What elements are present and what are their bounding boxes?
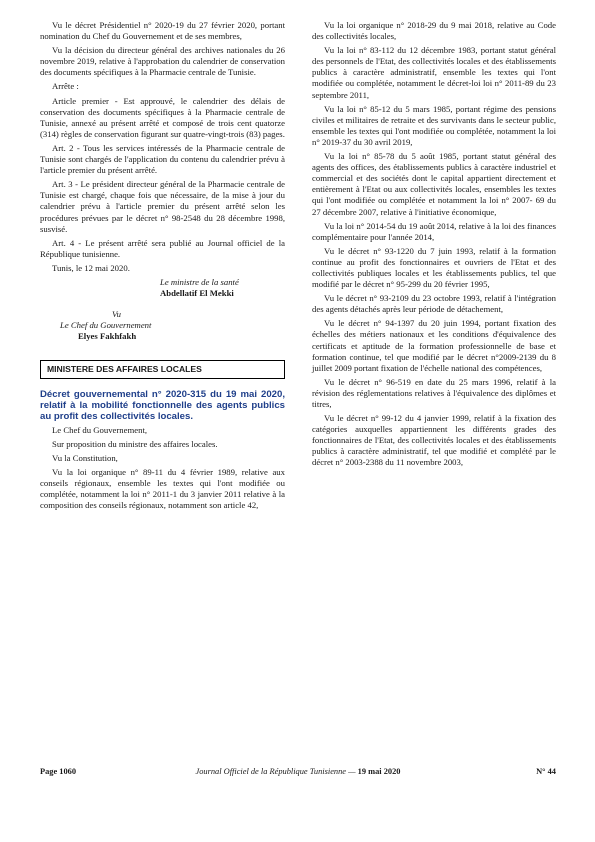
chef-role: Le Chef du Gouvernement	[60, 320, 152, 331]
decree-title: Décret gouvernemental n° 2020-315 du 19 mai 2020, relatif à la mobilité fonctionnelle des agents publics au profit des collectivités locales.	[40, 388, 285, 422]
article-2: Art. 2 - Tous les services intéressés de la Pharmacie centrale de Tunisie sont chargés de l'application du contenu du calendrier prévu à l'article premier du présent arrêté.	[40, 142, 285, 176]
paragraph-loi-83-112: Vu la loi n° 83-112 du 12 décembre 1983, portant statut général des personnels de l'Etat, des collectivités locales et des établissements publics à caractère administratif, ensemble les textes qui l'ont modifiée ou complétée, notamment le décret-loi loi n° 2011-89 du 23 septembre 2011,	[312, 45, 556, 100]
vu-label: Vu	[112, 309, 122, 320]
paragraph-loi-2014-54: Vu la loi n° 2014-54 du 19 août 2014, relative à la loi des finances complémentaire pour l'année 2014,	[312, 220, 556, 242]
paragraph-decret-presidentiel: Vu le décret Présidentiel n° 2020-19 du 27 février 2020, portant nomination du Chef du Gouvernement et de ses membres,	[40, 20, 285, 42]
paragraph-decret-93-1220: Vu le décret n° 93-1220 du 7 juin 1993, relatif à la formation continue au profit des fonctionnaires et ouvriers de l'Etat et des collectivités publiques locales et les établissements publics, tel que modifié par le décret n° 95-299 du 20 février 1995,	[312, 245, 556, 290]
paragraph-decret-94-1397: Vu le décret n° 94-1397 du 20 juin 1994, portant fixation des échelles des métiers nationaux et les conditions d'équivalence des certificats et aptitude de la formation professionnelle de base et formation continue, tel que modifié par le décret n°2009-2139 du 8 juillet 2009 portant fixation de l'échelle national des compétences,	[312, 318, 556, 373]
paragraph-proposition: Sur proposition du ministre des affaires locales.	[52, 438, 218, 449]
chef-name: Elyes Fakhfakh	[78, 331, 137, 342]
paragraph-constitution: Vu la Constitution,	[52, 452, 118, 463]
article-1: Article premier - Est approuvé, le calendrier des délais de conservation des documents spécifiques à la Pharmacie centrale de Tunisie, annexé au présent arrêté et composé de trois cent quatorze (314) règles de conservation figurant sur quatre-vingt-trois (83) pages.	[40, 95, 285, 139]
arrete-heading: Arrête :	[52, 81, 79, 92]
paragraph-loi-2018-29: Vu la loi organique n° 2018-29 du 9 mai 2018, relative au Code des collectivités locales,	[312, 20, 556, 42]
paragraph-decret-99-12: Vu le décret n° 99-12 du 4 janvier 1999, relatif à la fixation des catégories auxquelles appartiennent les différents grades des fonctionnaires de l'Etat, des collectivités locales et des établissements publics à caractère administratif, tel que modifié et complété par le décret n° 2003-2388 du 11 novembre 2003,	[312, 413, 556, 468]
journal-title	[40, 767, 556, 776]
journal-date: 19 mai 2020	[357, 767, 401, 776]
journal-name: Journal Officiel de la République Tunisienne —	[195, 767, 356, 776]
minister-role: Le ministre de la santé	[160, 276, 239, 287]
page-number: Page 1060	[40, 767, 77, 776]
paragraph-loi-85-12: Vu la loi n° 85-12 du 5 mars 1985, portant régime des pensions civiles et militaires de retraite et des survivants dans le secteur public, ensemble les textes qui l'ont modifiée ou complétée, notamment la loi n° 2019-37 du 30 avril 2019,	[312, 103, 556, 147]
minister-name: Abdellatif El Mekki	[160, 288, 234, 299]
issue-number: N° 44	[536, 767, 556, 776]
paragraph-chef-gouvernement: Le Chef du Gouvernement,	[52, 424, 148, 435]
paragraph-loi-85-78: Vu la loi n° 85-78 du 5 août 1985, portant statut général des agents des offices, des établissements publics à caractère industriel et commercial et des sociétés dont le capital appartient directement et entièrement à l'Etat ou aux collectivités locales, ensembles les textes qui l'ont modifiée ou complétée et notamment la loi n° 2007- 69 du 27 décembre 2007, relative à l'initiative économique,	[312, 151, 556, 217]
signature-date: Tunis, le 12 mai 2020.	[52, 262, 130, 273]
paragraph-decret-96-519: Vu le décret n° 96-519 en date du 25 mars 1996, relatif à la révision des réglementations relatives à l'équivalence des diplômes et titres,	[312, 376, 556, 409]
left-column	[40, 20, 285, 514]
paragraph-decret-93-2109: Vu le décret n° 93-2109 du 23 octobre 1993, relatif à l'intégration des agents détachés après leur période de détachement,	[312, 293, 556, 315]
right-column	[312, 20, 556, 472]
paragraph-loi-89-11: Vu la loi organique n° 89-11 du 4 février 1989, relative aux conseils régionaux, ensemble les textes qui l'ont modifiée ou complétée, notamment la loi n° 2011-1 du 3 janvier 2011 relative à la composition des conseils régionaux, notamment son article 42,	[40, 466, 285, 511]
page-footer	[40, 767, 556, 781]
article-3: Art. 3 - Le président directeur général de la Pharmacie centrale de Tunisie est chargé, chaque fois que nécessaire, de la mise à jour du calendrier prévu à l'article premier du présent arrêté selon les procédures prévues par le décret n° 98-2548 du 28 décembre 1998, susvisé.	[40, 179, 285, 234]
article-4: Art. 4 - Le présent arrêté sera publié au Journal officiel de la République tunisienne.	[40, 237, 285, 259]
ministry-header: MINISTERE DES AFFAIRES LOCALES	[40, 360, 285, 378]
paragraph-decision-archives: Vu la décision du directeur général des archives nationales du 26 novembre 2019, relative à l'approbation du calendrier de conservation des documents spécifiques à la Pharmacie centrale de Tunisie.	[40, 45, 285, 78]
